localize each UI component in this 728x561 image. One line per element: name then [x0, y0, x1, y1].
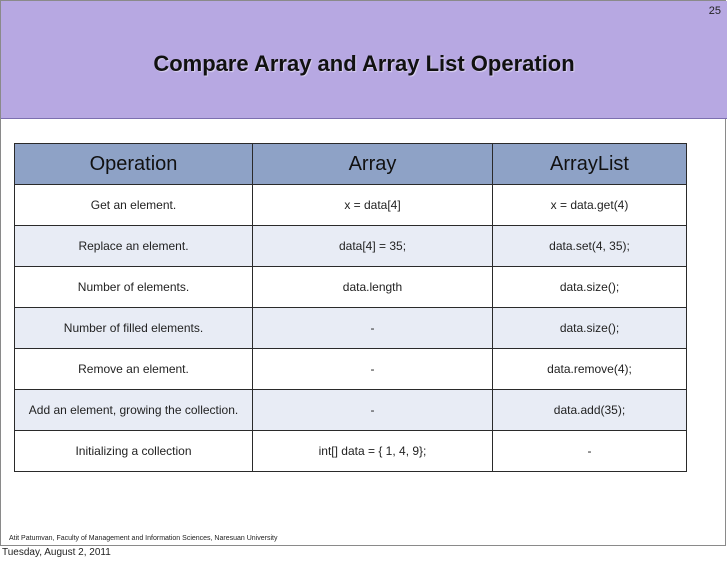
- table-row: [15, 226, 687, 267]
- cell-array: data.length: [253, 267, 493, 308]
- cell-arraylist: data.size();: [493, 267, 687, 308]
- cell-arraylist: data.add(35);: [493, 390, 687, 431]
- cell-operation: Initializing a collection: [15, 431, 253, 472]
- table-row: [15, 349, 687, 390]
- footer-author: Atit Patumvan, Faculty of Management and Information Sciences, Naresuan University: [9, 535, 278, 542]
- table-row: [15, 308, 687, 349]
- cell-arraylist: x = data.get(4): [493, 185, 687, 226]
- footer-date: Tuesday, August 2, 2011: [2, 547, 111, 558]
- header-array: Array: [253, 144, 493, 185]
- header-band: [1, 1, 727, 119]
- page-number: 25: [708, 5, 721, 17]
- cell-array: data[4] = 35;: [253, 226, 493, 267]
- header-arraylist: ArrayList: [493, 144, 687, 185]
- slide-title: Compare Array and Array List Operation: [153, 51, 575, 76]
- table-header-row: [15, 144, 687, 185]
- header-operation: Operation: [15, 144, 253, 185]
- cell-array: x = data[4]: [253, 185, 493, 226]
- table-row: [15, 390, 687, 431]
- cell-operation: Remove an element.: [15, 349, 253, 390]
- cell-operation: Replace an element.: [15, 226, 253, 267]
- cell-operation: Number of filled elements.: [15, 308, 253, 349]
- cell-operation: Get an element.: [15, 185, 253, 226]
- cell-arraylist: data.set(4, 35);: [493, 226, 687, 267]
- cell-operation: Add an element, growing the collection.: [15, 390, 253, 431]
- cell-arraylist: data.size();: [493, 308, 687, 349]
- cell-arraylist: data.remove(4);: [493, 349, 687, 390]
- cell-array: -: [253, 308, 493, 349]
- cell-array: -: [253, 390, 493, 431]
- table-row: [15, 267, 687, 308]
- cell-operation: Number of elements.: [15, 267, 253, 308]
- comparison-table: [14, 143, 687, 472]
- table-row: [15, 431, 687, 472]
- table-row: [15, 185, 687, 226]
- cell-array: int[] data = { 1, 4, 9};: [253, 431, 493, 472]
- cell-arraylist: -: [493, 431, 687, 472]
- cell-array: -: [253, 349, 493, 390]
